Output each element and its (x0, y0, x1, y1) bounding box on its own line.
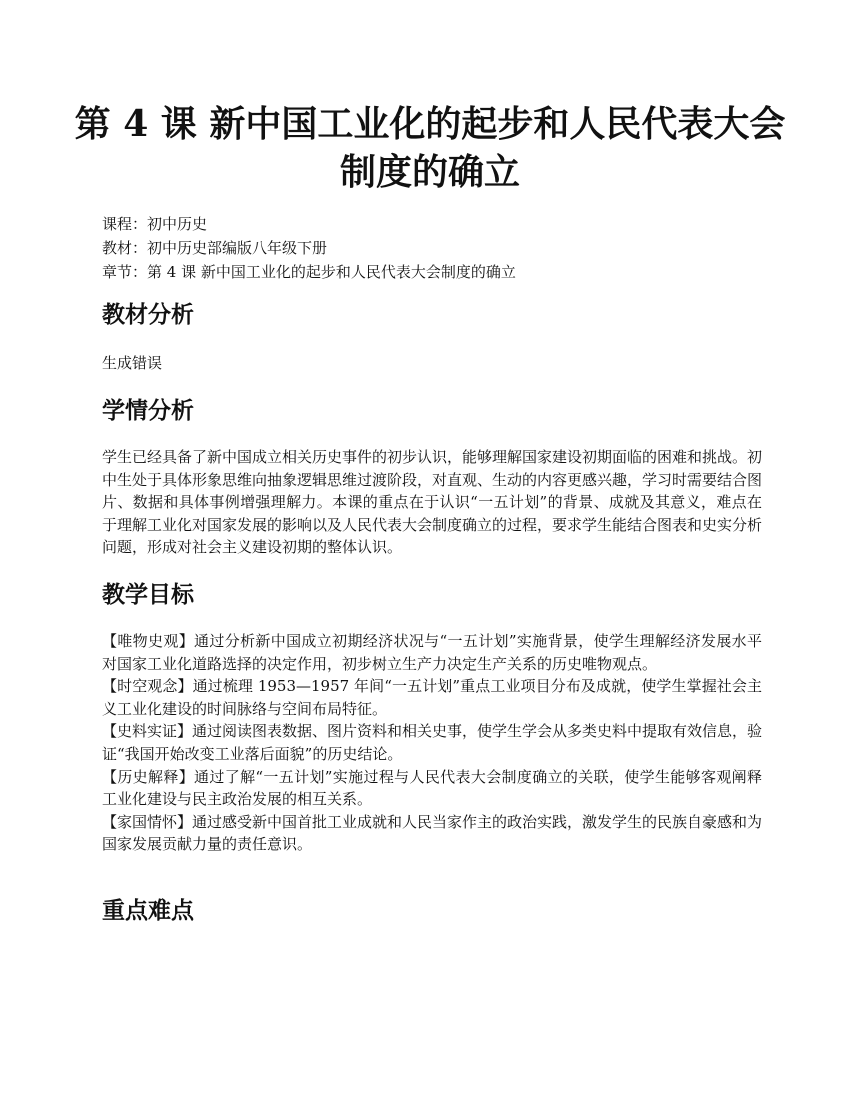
goal-item: 【家国情怀】通过感受新中国首批工业成就和人民当家作主的政治实践，激发学生的民族自豪感和为国家发展贡献力量的责任意识。 (102, 812, 763, 854)
goal-item: 【历史解释】通过了解“一五计划”实施过程与人民代表大会制度确立的关联，使学生能够客观阐释工业化建设与民主政治发展的相互关系。 (102, 767, 762, 809)
meta-chapter: 章节：第 4 课 新中国工业化的起步和人民代表大会制度的确立 (102, 263, 516, 281)
meta-course: 课程：初中历史 (102, 215, 208, 233)
learner-analysis-body: 学生已经具备了新中国成立相关历史事件的初步认识，能够理解国家建设初期面临的困难和挑战。初中生处于具体形象思维向抽象逻辑思维过渡阶段，对直观、生动的内容更感兴趣，学习时需要结合图片、数据和具体事例增强理解力。本课的重点在于认识“一五计划”的背景、成就及其意义，难点在于理解工业化对国家发展的影响以及人民代表大会制度确立的过程，要求学生能结合图表和史实分析问题，形成对社会主义建设初期的整体认识。 (102, 448, 763, 557)
material-analysis-body: 生成错误 (102, 354, 163, 372)
teaching-goals-list (102, 630, 762, 856)
title-line-1: 第 4 课 新中国工业化的起步和人民代表大会 (74, 103, 786, 145)
goal-item: 【史料实证】通过阅读图表数据、图片资料和相关史事，使学生学会从多类史料中提取有效信息，验证“我国开始改变工业落后面貌”的历史结论。 (102, 722, 763, 763)
heading-learner-analysis: 学情分析 (102, 398, 194, 424)
goal-item: 【时空观念】通过梳理 1953—1957 年间“一五计划”重点工业项目分布及成就，使学生掌握社会主义工业化建设的时间脉络与空间布局特征。 (102, 677, 762, 718)
lesson-meta (102, 212, 516, 284)
title-line-2: 制度的确立 (339, 151, 520, 193)
meta-textbook: 教材：初中历史部编版八年级下册 (102, 239, 328, 257)
heading-key-points: 重点难点 (102, 898, 194, 924)
goal-item: 【唯物史观】通过分析新中国成立初期经济状况与“一五计划”实施背景，使学生理解经济发展水平对国家工业化道路选择的决定作用，初步树立生产力决定生产关系的历史唯物观点。 (102, 632, 762, 673)
document-title (60, 100, 800, 196)
heading-material-analysis: 教材分析 (102, 302, 194, 328)
heading-teaching-goals: 教学目标 (102, 582, 194, 608)
